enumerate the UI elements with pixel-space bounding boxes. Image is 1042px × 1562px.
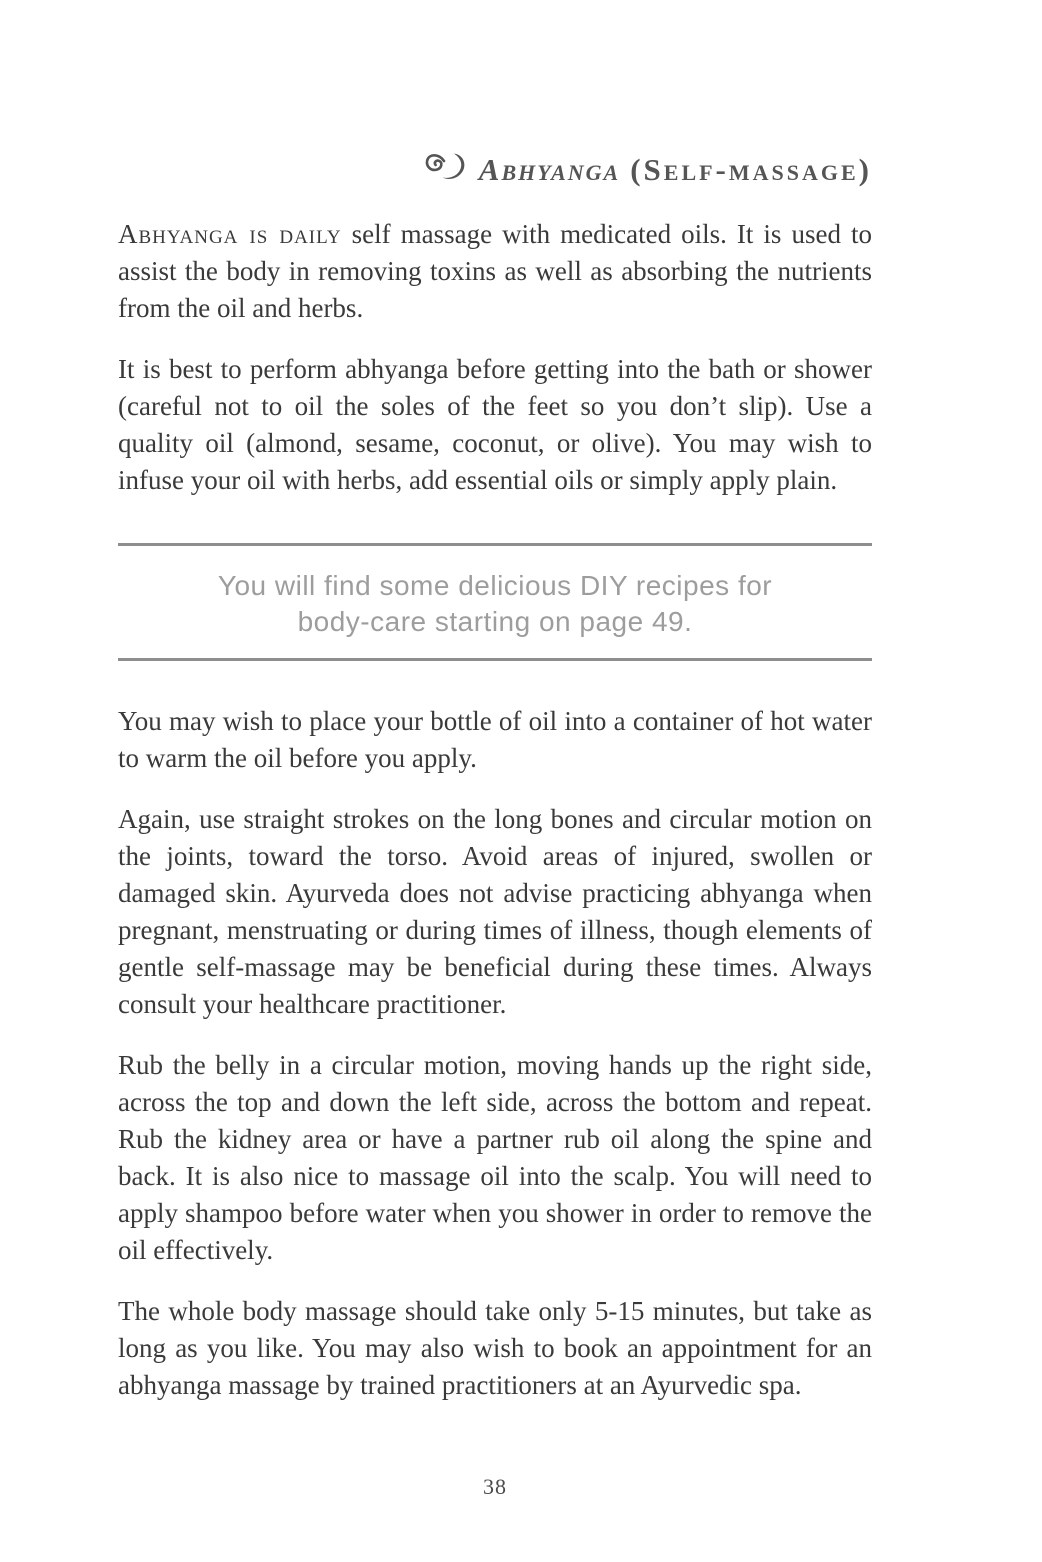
heading-word-abhyanga: Abhyanga — [478, 152, 621, 187]
paragraph-belly-rub: Rub the belly in a circular motion, moving hands up the right side, across the top and down the left side, across the bottom and repeat. Rub the kidney area or have a partner rub oil along the spine and back. It is also nice to massage oil into the scalp. You will need to apply shampoo before water when you shower in order to remove the oil effectively. — [118, 1050, 872, 1265]
callout-line-2: body-care starting on page 49. — [297, 606, 693, 637]
body-text — [118, 216, 872, 1404]
callout-line-1: You will find some delicious DIY recipes for — [217, 570, 773, 601]
page-number: 38 — [483, 1474, 507, 1499]
lead-small-caps: Abhyanga is daily — [118, 219, 342, 249]
paragraph-warm-oil: You may wish to place your bottle of oil into a container of hot water to warm the oil before you apply. — [118, 706, 872, 773]
diy-recipes-callout — [118, 543, 872, 661]
paragraph-intro-rest: self massage with medicated oils. It is used to assist the body in removing toxins as well as absorbing the nutrients from the oil and herbs. — [118, 219, 872, 323]
paragraph-best-practice: It is best to perform abhyanga before getting into the bath or shower (careful not to oil the soles of the feet so you don’t slip). Use a quality oil (almond, sesame, coconut, or olive). You may wish to infuse your oil with herbs, add essential oils or simply apply plain. — [118, 354, 872, 495]
leaf-flourish-icon — [423, 150, 469, 194]
section-heading — [118, 150, 872, 194]
heading-word-self-massage: (Self-massage) — [630, 152, 872, 187]
paragraph-intro — [118, 216, 872, 327]
paragraph-duration: The whole body massage should take only 5-15 minutes, but take as long as you like. You may also wish to book an appointment for an abhyanga massage by trained practitioners at an Ayurvedic spa. — [118, 1296, 872, 1400]
paragraph-strokes: Again, use straight strokes on the long bones and circular motion on the joints, toward the torso. Avoid areas of injured, swollen or damaged skin. Ayurveda does not advise practicing abhyanga when pregnant, menstruating or during times of illness, though elements of gentle self-massage may be beneficial during these times. Always consult your healthcare practitioner. — [118, 804, 872, 1019]
